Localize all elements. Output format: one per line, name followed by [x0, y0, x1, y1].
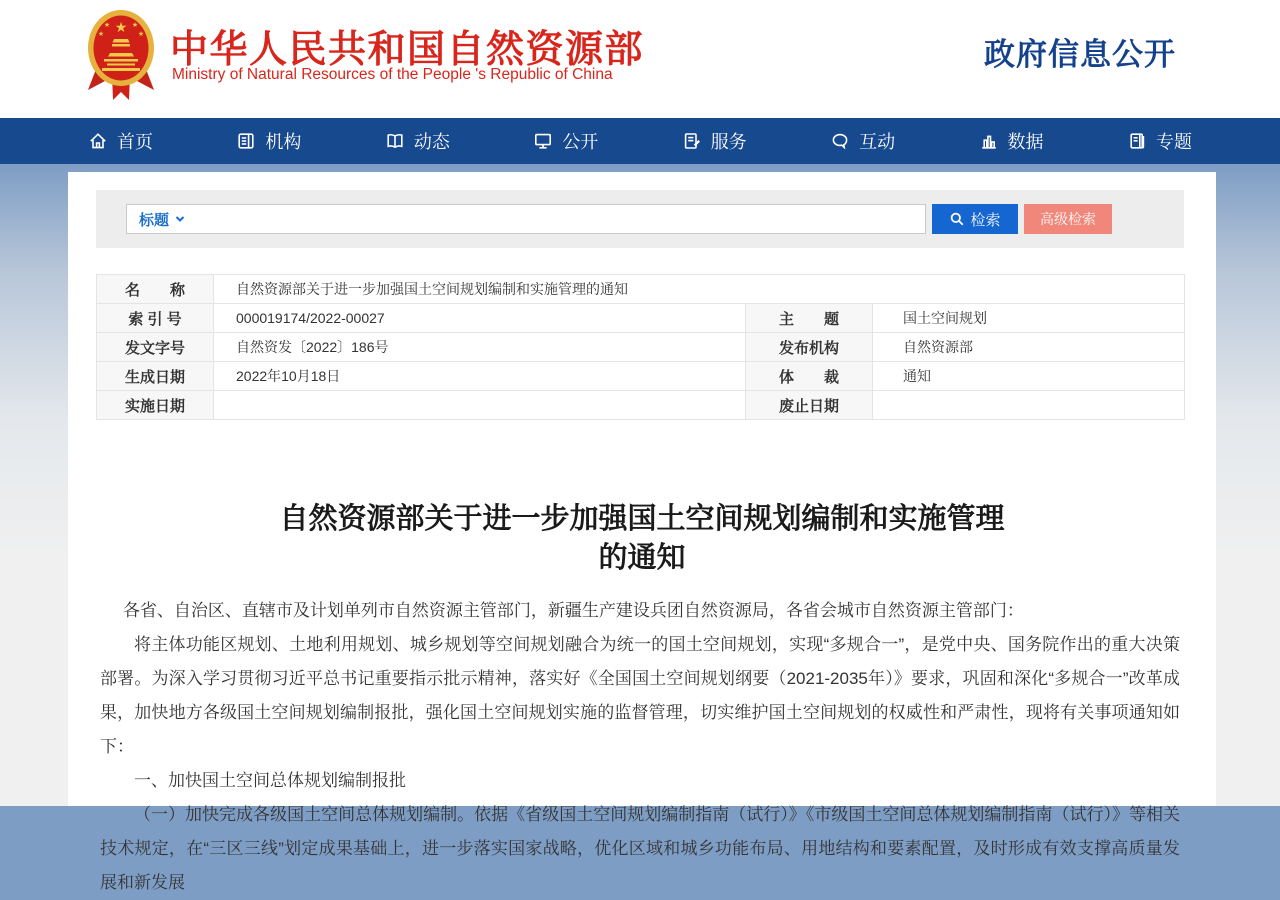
nav-item-label: 机构: [265, 132, 302, 152]
search-input[interactable]: [196, 205, 925, 233]
search-button[interactable]: [932, 204, 1018, 234]
meta-value-name: 自然资源部关于进一步加强国土空间规划编制和实施管理的通知: [214, 275, 1185, 304]
svg-text:★: ★: [131, 22, 139, 29]
svg-text:★: ★: [97, 31, 105, 38]
nav-item-label: 首页: [117, 132, 153, 152]
data-icon: [979, 131, 999, 151]
interaction-icon: [830, 131, 850, 151]
article-paragraph: 将主体功能区规划、土地利用规划、城乡规划等空间规划融合为统一的国土空间规划，实现“多规合一”，是党中央、国务院作出的重大决策部署。为深入学习贯彻习近平总书记重要指示批示精神，落实好《全国国土空间规划纲要（2021-2035年）》要求，巩固和深化“多规合一”改革成果，加快地方各级国土空间规划编制报批，强化国土空间规划实施的监督管理，切实维护国土空间规划的权威性和严肃性，现将有关事项通知如下：: [100, 635, 1180, 756]
meta-value-repeal-date: [873, 391, 1185, 420]
meta-value-agency: 自然资源部: [873, 333, 1185, 362]
nav-item-organization[interactable]: [236, 128, 301, 154]
article-section-heading: 一、加快国土空间总体规划编制报批: [134, 771, 406, 790]
meta-label-index: 索 引 号: [97, 304, 214, 333]
site-title[interactable]: 中华人民共和国自然资源部: [170, 29, 645, 71]
nav-item-news[interactable]: [385, 128, 450, 154]
nav-item-label: 互动: [859, 132, 896, 152]
document-meta-table: [96, 274, 1185, 420]
article-paragraph: （一）加快完成各级国土空间总体规划编制。依据《省级国土空间规划编制指南（试行）》《市级国土空间总体规划编制指南（试行）》等相关技术规定，在“三区三线”划定成果基础上，进一步落实国家战略，优化区域和城乡功能布局、用地结构和要素配置，及时形成有效支撑高质量发展和新发展: [100, 805, 1180, 892]
site-subtitle-english: Ministry of Natural Resources of the People 's Republic of China: [172, 66, 613, 83]
table-row: [97, 333, 1185, 362]
national-emblem-logo[interactable]: [86, 8, 156, 102]
table-row: [97, 304, 1185, 333]
meta-label-name: 名 称: [97, 275, 214, 304]
meta-value-genre: 通知: [873, 362, 1185, 391]
nav-item-home[interactable]: [88, 128, 153, 154]
nav-item-data[interactable]: [979, 128, 1044, 154]
search-icon: [949, 211, 965, 227]
meta-value-effective-date: [214, 391, 746, 420]
table-row: [97, 362, 1185, 391]
meta-label-subject: 主 题: [746, 304, 873, 333]
national-emblem-icon: [86, 8, 156, 102]
svg-text:★: ★: [103, 22, 111, 29]
nav-item-label: 公开: [562, 132, 599, 152]
article-body: [100, 594, 1180, 900]
meta-value-docnumber: 自然资发〔2022〕186号: [214, 333, 746, 362]
search-box: [126, 204, 926, 234]
article-title-line1: 自然资源部关于进一步加强国土空间规划编制和实施管理: [279, 503, 1005, 535]
disclosure-icon: [533, 131, 553, 151]
search-field-label: 标题: [139, 211, 170, 229]
news-icon: [385, 131, 405, 151]
meta-label-repeal-date: 废止日期: [746, 391, 873, 420]
gov-info-disclosure-link[interactable]: 政府信息公开: [984, 37, 1176, 72]
chevron-down-icon: [174, 213, 186, 225]
nav-item-label: 服务: [710, 132, 747, 152]
nav-item-topics[interactable]: [1127, 128, 1192, 154]
meta-label-agency: 发布机构: [746, 333, 873, 362]
meta-label-created-date: 生成日期: [97, 362, 214, 391]
search-field-selector[interactable]: [127, 209, 196, 230]
meta-value-created-date: 2022年10月18日: [214, 362, 746, 391]
table-row: [97, 391, 1185, 420]
table-row: [97, 275, 1185, 304]
svg-text:★: ★: [137, 31, 145, 38]
nav-item-label: 专题: [1155, 132, 1192, 152]
nav-item-services[interactable]: [682, 128, 747, 154]
nav-item-interaction[interactable]: [830, 128, 895, 154]
article-title: [68, 500, 1216, 578]
advanced-search-button[interactable]: [1024, 204, 1112, 234]
content-card: [68, 172, 1216, 892]
organization-icon: [236, 131, 256, 151]
nav-item-disclosure[interactable]: [533, 128, 598, 154]
topics-icon: [1127, 131, 1147, 151]
search-panel: [96, 190, 1184, 248]
main-navigation: [0, 118, 1280, 164]
article-title-line2: 的通知: [598, 542, 686, 574]
home-icon: [88, 131, 108, 151]
article-paragraph-salutation: 各省、自治区、直辖市及计划单列市自然资源主管部门，新疆生产建设兵团自然资源局，各省会城市自然资源主管部门：: [122, 601, 1024, 620]
svg-text:★: ★: [114, 19, 128, 35]
services-icon: [682, 131, 702, 151]
meta-label-docnumber: 发文字号: [97, 333, 214, 362]
site-header: [0, 0, 1280, 118]
meta-label-effective-date: 实施日期: [97, 391, 214, 420]
meta-value-subject: 国土空间规划: [873, 304, 1185, 333]
nav-item-label: 动态: [413, 132, 450, 152]
meta-label-genre: 体 裁: [746, 362, 873, 391]
meta-value-index: 000019174/2022-00027: [214, 304, 746, 333]
search-button-label: 检索: [970, 211, 1001, 229]
advanced-search-label: 高级检索: [1040, 211, 1096, 227]
nav-item-label: 数据: [1007, 132, 1044, 152]
